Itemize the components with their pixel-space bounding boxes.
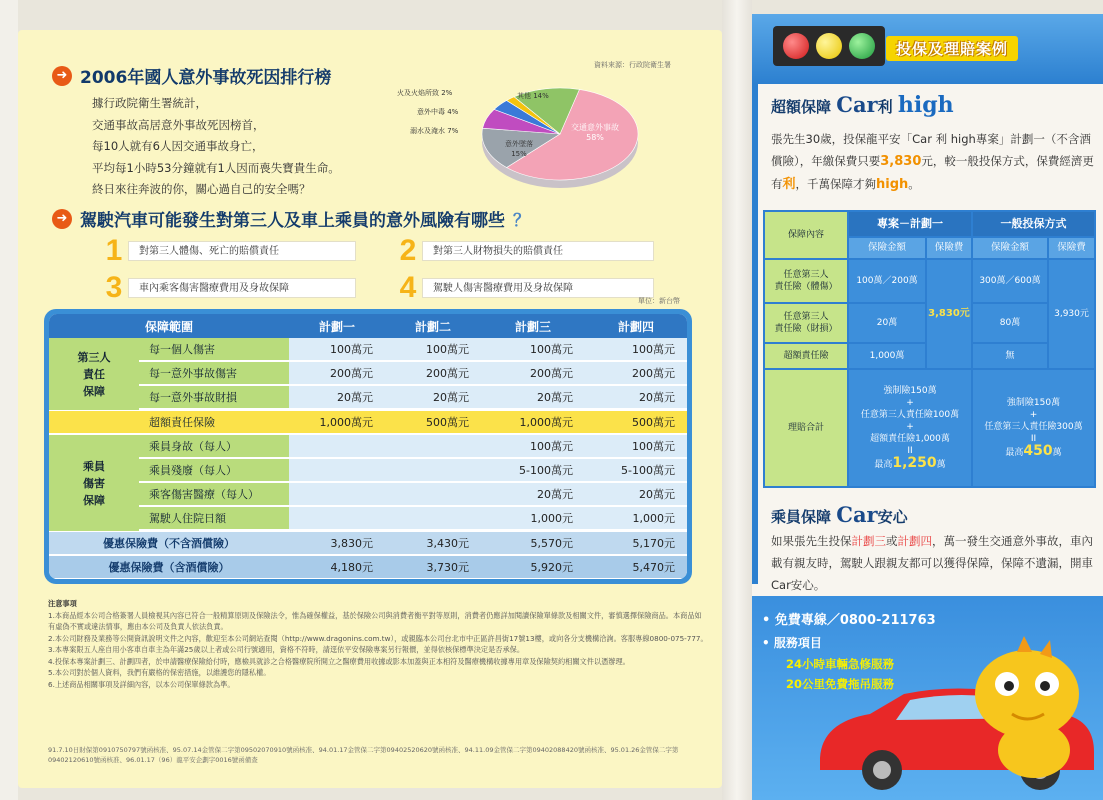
rt-sub-amount: 保險金額 xyxy=(849,238,925,258)
row-label: 每一意外事故傷害 xyxy=(139,362,289,384)
case2-p2: ，萬一發生交通意外事故，車內載有親友時，駕駛人跟親友都可以獲得保障，保障不遺漏，開車Car安心。 xyxy=(771,534,1093,592)
cell xyxy=(385,483,481,505)
page-fold-middle xyxy=(722,0,752,800)
cell: 20萬元 xyxy=(289,386,385,408)
premium-row xyxy=(49,532,687,555)
cell: 100萬元 xyxy=(481,435,585,457)
cell: 20萬元 xyxy=(481,483,585,505)
total-max-pre: 最高 xyxy=(1005,448,1024,458)
blue-side-bar xyxy=(752,84,758,584)
table-row-excess xyxy=(49,411,687,434)
rt-row2-general: 80萬 xyxy=(973,304,1047,342)
cell: 5,470元 xyxy=(585,556,687,578)
case1-p4: 。 xyxy=(908,177,920,191)
risk-item-3 xyxy=(100,271,356,305)
mascot-pupil xyxy=(1040,681,1050,691)
cell: 1,000萬元 xyxy=(289,411,385,433)
cell: 1,000萬元 xyxy=(481,411,585,433)
rt-row3-general: 無 xyxy=(973,344,1047,368)
question-mark: ？ xyxy=(513,211,530,231)
cell: 3,430元 xyxy=(385,532,481,554)
case2-plan4: 計劃四 xyxy=(897,534,932,548)
rt-row3-plan: 1,000萬 xyxy=(849,344,925,368)
section1-title-text: 2006年國人意外事故死因排行榜 xyxy=(80,68,332,88)
case2-text xyxy=(771,530,1096,596)
notes-title: 注意事項 xyxy=(48,599,77,608)
service-item: 24小時車輛急修服務 xyxy=(786,657,895,671)
note-item: 6.上述商品相關事項及詳細內容，以本公司保單條款為準。 xyxy=(48,679,235,689)
cell: 200萬元 xyxy=(385,362,481,384)
risk-number: 1 xyxy=(105,234,123,267)
total-max xyxy=(874,457,945,471)
note-item: 3.本專案限五人座自用小客車自車主為年滿25歲以上者或公司行號適用，資格不符時，請逕依平安保險專案另行報價，並得依核保標準決定是否承保。 xyxy=(48,645,525,654)
car-hub xyxy=(873,761,891,779)
cell xyxy=(385,435,481,457)
car-mascot-illustration xyxy=(812,630,1102,800)
header-coverage: 保障範圍 xyxy=(144,319,193,334)
section2-title xyxy=(52,206,530,231)
cell xyxy=(289,435,385,457)
rt-premium-general: 3,930元 xyxy=(1049,260,1094,368)
case2-or: 或 xyxy=(886,534,898,548)
risk-item-4 xyxy=(394,271,654,305)
section1-intro xyxy=(92,93,340,201)
rt-head-plan: 專案－計劃一 xyxy=(849,212,971,236)
cell xyxy=(289,507,385,529)
row-label: 駕駛人住院日額 xyxy=(139,507,289,529)
section1-title xyxy=(52,63,331,88)
table-row xyxy=(139,386,687,409)
rt-premium-plan: 3,830元 xyxy=(927,260,971,368)
risk-item-1 xyxy=(100,234,356,268)
arrow-right-icon: ➜ xyxy=(52,66,72,86)
cell xyxy=(289,459,385,481)
case1-p1: 張先生30歲，投保龍平安「Car 利 high專案」計劃一（不含酒償險），年繳保費只要 xyxy=(771,132,1091,168)
cell: 100萬元 xyxy=(585,338,687,360)
total-line: 強制險150萬 xyxy=(1006,398,1061,408)
risk-number: 4 xyxy=(399,271,417,304)
green-light-icon xyxy=(849,33,875,59)
intro-line: 終日來往奔波的你，關心過自己的安全嗎？ xyxy=(92,182,311,196)
case1-title xyxy=(771,92,954,118)
banner-title: 投保及理賠案例 xyxy=(886,36,1018,61)
cell: 5-100萬元 xyxy=(585,459,687,481)
rt-row1-general: 300萬／600萬 xyxy=(973,260,1047,302)
rt-total-label: 理賠合計 xyxy=(765,370,847,486)
cell: 200萬元 xyxy=(289,362,385,384)
total-line: II xyxy=(1030,434,1037,444)
cell: 500萬元 xyxy=(385,411,481,433)
rt-row2-label: 任意第三人 責任險（財損） xyxy=(765,304,847,342)
total-line: 超額責任險1,000萬 xyxy=(870,434,950,444)
cell xyxy=(289,483,385,505)
risk-number: 3 xyxy=(105,271,123,304)
note-item: 1.本商品經本公司合格簽署人員檢視其內容已符合一般精算原則及保險法令，惟為確保權益，基於保險公司與消費者衡平對等原則，消費者仍應詳加閱讀保險單條款及相關文件，審慎選擇保險商品。本商品如有虛偽不實或違法情事，應由本公司及負責人依法負責。 xyxy=(48,610,702,631)
header-plan3: 計劃三 xyxy=(514,319,551,334)
rt-row1-label: 任意第三人 責任險（體傷） xyxy=(765,260,847,302)
note-item: 2.本公司財務及業務等公開資訊說明文件之內容，歡迎至本公司網站查閱（http://www.dragonins.com.tw），或親臨本公司台北市中正區許昌街17號13樓，或向各分支機構洽詢。客服專線0800-075-777。 xyxy=(48,633,708,643)
header-plan4: 計劃四 xyxy=(617,319,654,334)
total-line: 任意第三人責任險100萬 xyxy=(860,410,960,420)
case1-p3: ，千萬保障才夠 xyxy=(795,177,877,191)
case2-title-a: 乘員保障 xyxy=(771,508,837,526)
table-header xyxy=(49,314,687,338)
total-max-value: 1,250 xyxy=(892,455,937,471)
cell: 5,170元 xyxy=(585,532,687,554)
approval-numbers: 91.7.10日財保第0910750797號函核准、95.07.14金管保二字第09502070910號函核准、94.01.17金管保二字第09402520620號函核准、94.11.09金管保二字第09402088420號函核准、95.01.26金管保二字第09402120610號函核准、96.01.17（96）龍平安企劃字0016號函備查 xyxy=(48,746,679,764)
row-label: 每一個人傷害 xyxy=(139,338,289,360)
plan-comparison-table xyxy=(44,309,692,584)
pie-label-other: 其他 14% xyxy=(517,92,549,100)
intro-line: 平均每1小時53分鐘就有1人因而喪失寶貴生命。 xyxy=(92,160,340,175)
service-item: 20公里免費拖吊服務 xyxy=(786,677,895,691)
rt-sub-premium: 保險費 xyxy=(1049,238,1094,258)
case1-high: high xyxy=(876,177,909,192)
case1-title-b: 利 xyxy=(877,98,898,116)
section2-title-text: 駕駛汽車可能發生對第三人及車上乘員的意外風險有哪些 xyxy=(80,211,505,231)
total-line: + xyxy=(906,422,914,432)
rt-row1-plan: 100萬／200萬 xyxy=(849,260,925,302)
rt-total-general xyxy=(973,370,1094,486)
total-line: 強制險150萬 xyxy=(883,386,937,396)
intro-line: 據行政院衛生署統計， xyxy=(92,96,207,110)
rt-row2-plan: 20萬 xyxy=(849,304,925,342)
table-row xyxy=(139,435,687,458)
case2-title-car: Car xyxy=(836,502,878,527)
hotline: • 免費專線／0800-211763 xyxy=(762,613,936,628)
case1-text xyxy=(771,128,1096,196)
cell: 1,000元 xyxy=(585,507,687,529)
table-row xyxy=(139,459,687,482)
intro-line: 每10人就有6人因交通事故身亡， xyxy=(92,139,264,153)
total-max-unit: 萬 xyxy=(936,460,946,470)
total-line: II xyxy=(907,446,913,456)
group-third-party: 第三人 責任 保障 xyxy=(49,338,139,410)
header-plan2: 計劃二 xyxy=(414,319,451,334)
cell xyxy=(385,507,481,529)
intro-line: 交通事故高居意外事故死因榜首， xyxy=(92,117,265,132)
cell: 20萬元 xyxy=(385,386,481,408)
table-row xyxy=(139,362,687,385)
total-max xyxy=(1005,445,1061,459)
table-row xyxy=(139,507,687,530)
risk-text: 車內乘客傷害醫療費用及身故保障 xyxy=(128,278,356,298)
rt-sub-premium: 保險費 xyxy=(927,238,971,258)
cell: 3,830元 xyxy=(289,532,385,554)
row-label: 乘客傷害醫療（每人） xyxy=(139,483,289,505)
page-fold-left xyxy=(0,0,18,800)
unit-note: 單位：新台幣 xyxy=(638,297,680,305)
premium-row xyxy=(49,556,687,579)
case1-li: 利 xyxy=(782,177,796,192)
case2-title-b: 安心 xyxy=(877,508,908,526)
case1-title-high: high xyxy=(897,92,954,118)
note-item: 5.本公司對於個人資料，我們有嚴格的保密措施，以維護您的隱私權。 xyxy=(48,668,271,677)
cell: 200萬元 xyxy=(481,362,585,384)
rt-total-plan xyxy=(849,370,971,486)
pie-label-poison: 意外中毒 4% xyxy=(417,108,459,116)
cell: 100萬元 xyxy=(481,338,585,360)
case1-title-a: 超額保障 xyxy=(771,98,837,116)
row-label: 優惠保險費（不含酒償險） xyxy=(49,532,289,554)
cell: 5-100萬元 xyxy=(481,459,585,481)
notes xyxy=(48,598,708,690)
yellow-light-icon xyxy=(816,33,842,59)
rt-sub-amount: 保險金額 xyxy=(973,238,1047,258)
total-line: 任意第三人責任險300萬 xyxy=(984,422,1083,432)
total-line: + xyxy=(906,398,914,408)
red-light-icon xyxy=(783,33,809,59)
pie-label-drown: 溺水及淹水 7% xyxy=(410,127,459,135)
total-max-value: 450 xyxy=(1023,443,1053,459)
services-title: • 服務項目 xyxy=(762,636,822,650)
row-label: 每一意外事故財損 xyxy=(139,386,289,408)
cell: 100萬元 xyxy=(385,338,481,360)
pie-label-traffic: 交通意外事故 58% xyxy=(571,123,619,142)
header-plan1: 計劃一 xyxy=(318,319,355,334)
table-row xyxy=(139,338,687,361)
row-label: 乘員身故（每人） xyxy=(139,435,289,457)
case2-title xyxy=(771,502,908,527)
rt-row3-label: 超額責任險 xyxy=(765,344,847,368)
cell: 5,570元 xyxy=(481,532,585,554)
total-line: + xyxy=(1029,410,1038,420)
cell: 500萬元 xyxy=(585,411,687,433)
row-label: 超額責任保險 xyxy=(49,411,289,433)
pie-label-fire: 火及火焰所致 2% xyxy=(397,89,453,97)
rt-head-content: 保障內容 xyxy=(765,212,847,258)
mascot-pupil xyxy=(1004,681,1014,691)
case1-amount: 3,830 xyxy=(880,154,922,169)
case1-p2: 元，較一般投保方式，保費經濟更有 xyxy=(771,154,1094,191)
table-body xyxy=(49,314,687,579)
risk-text: 對第三人財物損失的賠償責任 xyxy=(422,241,654,261)
chart-source: 資料來源：行政院衛生署 xyxy=(594,61,671,69)
cell: 1,000元 xyxy=(481,507,585,529)
total-max-unit: 萬 xyxy=(1052,448,1062,458)
cell: 100萬元 xyxy=(585,435,687,457)
risk-number: 2 xyxy=(399,234,417,267)
cell: 20萬元 xyxy=(585,483,687,505)
group-passenger: 乘員 傷害 保障 xyxy=(49,435,139,531)
cell: 100萬元 xyxy=(289,338,385,360)
arrow-right-icon: ➜ xyxy=(52,209,72,229)
cell xyxy=(385,459,481,481)
case2-plan3: 計劃三 xyxy=(851,534,886,548)
cell: 20萬元 xyxy=(585,386,687,408)
row-label: 優惠保險費（含酒償險） xyxy=(49,556,289,578)
total-max-pre: 最高 xyxy=(874,460,893,470)
risk-text: 對第三人體傷、死亡的賠償責任 xyxy=(128,241,356,261)
cell: 4,180元 xyxy=(289,556,385,578)
traffic-light-icon xyxy=(773,26,885,66)
risk-text: 駕駛人傷害醫療費用及身故保障 xyxy=(422,278,654,298)
case2-p1: 如果張先生投保 xyxy=(771,534,852,548)
cell: 200萬元 xyxy=(585,362,687,384)
cell: 5,920元 xyxy=(481,556,585,578)
case1-title-car: Car xyxy=(836,92,878,117)
note-item: 4.投保本專案計劃三、計劃四者，於申請醫療保險給付時，應檢具就診之合格醫療院所開立之醫療費用收據或影本加蓋與正本相符及醫療機構收據專用章及保險契約相關文件以憑辦理。 xyxy=(48,656,630,666)
rt-head-general: 一般投保方式 xyxy=(973,212,1094,236)
mascot-body xyxy=(998,722,1070,778)
pie-label-fall: 意外墜落 15% xyxy=(505,140,533,158)
cell: 3,730元 xyxy=(385,556,481,578)
cell: 20萬元 xyxy=(481,386,585,408)
risk-item-2 xyxy=(394,234,654,268)
row-label: 乘員殘廢（每人） xyxy=(139,459,289,481)
table-row xyxy=(139,483,687,506)
